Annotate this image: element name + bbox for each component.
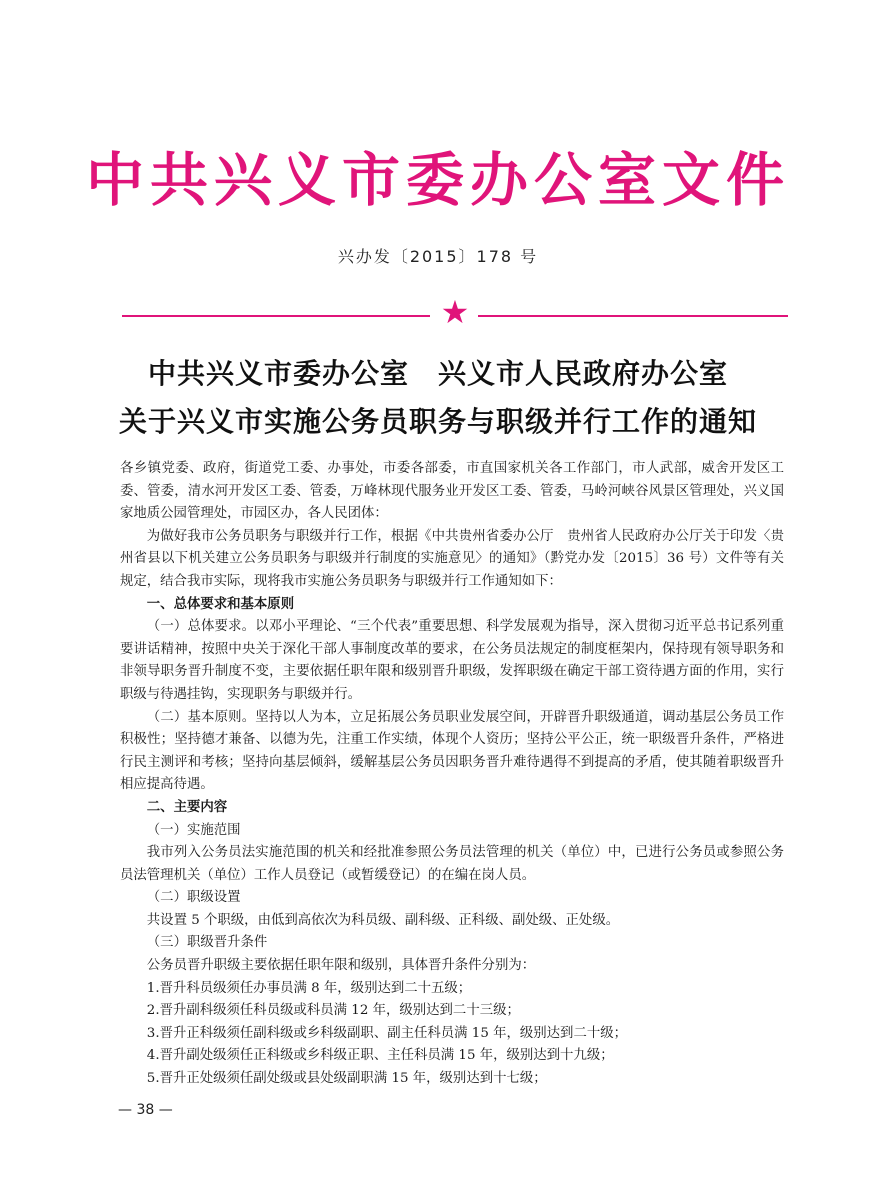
star-icon: ★ [440,293,470,331]
list-item: 3.晋升正科级须任副科级或乡科级副职、副主任科员满 15 年，级别达到二十级； [146,1025,628,1041]
divider-line-right [478,315,788,317]
document-header-title: 中共兴义市委办公室文件 [85,146,790,214]
notice-title [0,350,876,446]
section-1-heading: 一、总体要求和基本原则 [146,596,295,612]
header-divider [122,293,788,331]
general-requirements-paragraph: （一）总体要求。以邓小平理论、“三个代表”重要思想、科学发展观为指导，深入贯彻习近平总书记系列重要讲话精神，按照中央关于深化干部人事制度改革的要求，在公务员法规定的制度框架内，保持现有领导职务和非领导职务晋升制度不变，主要依据任职年限和级别晋升职级，发挥职级在确定干部工资待遇方面的作用，实行职级与待遇挂钩，实现职务与职级并行。 [120,619,784,702]
notice-title-line-1: 中共兴义市委办公室 兴义市人民政府办公室 [147,357,728,390]
addressees-paragraph: 各乡镇党委、政府，街道党工委、办事处，市委各部委，市直国家机关各工作部门，市人武部，威舍开发区工委、管委，清水河开发区工委、管委，万峰林现代服务业开发区工委、管委，马岭河峡谷风景区管理处，兴义国家地质公园管理处，市园区办，各人民团体： [120,461,784,522]
promotion-conditions-paragraph: 公务员晋升职级主要依据任职年限和级别，具体晋升条件分别为： [146,958,536,974]
scope-paragraph: 我市列入公务员法实施范围的机关和经批准参照公务员法管理的机关（单位）中，已进行公务员或参照公务员法管理机关（单位）工作人员登记（或暂缓登记）的在编在岗人员。 [120,845,784,883]
intro-paragraph: 为做好我市公务员职务与职级并行工作，根据《中共贵州省委办公厅 贵州省人民政府办公厅关于印发〈贵州省县以下机关建立公务员职务与职级并行制度的实施意见〉的通知》（黔党办发〔2015〕36 号）文件等有关规定，结合我市实际，现将我市实施公务员职务与职级并行工作通知如下： [120,528,784,589]
document-number: 兴办发〔2015〕178 号 [337,247,539,266]
list-item: 2.晋升副科级须任科员级或科员满 12 年，级别达到二十三级； [146,1003,520,1019]
divider-line-left [122,315,430,317]
rank-setting-subheading: （二）职级设置 [146,890,241,906]
list-item: 5.晋升正处级须任副处级或县处级副职满 15 年，级别达到十七级； [146,1071,547,1087]
promotion-conditions-subheading: （三）职级晋升条件 [146,935,268,951]
list-item: 4.晋升副处级须任正科级或乡科级正职、主任科员满 15 年，级别达到十九级； [146,1048,614,1064]
list-item: 1.晋升科员级须任办事员满 8 年，级别达到二十五级； [146,980,472,996]
page-number: — 38 — [118,1102,173,1118]
rank-setting-paragraph: 共设置 5 个职级，由低到高依次为科员级、副科级、正科级、副处级、正处级。 [146,912,620,928]
notice-title-line-2: 关于兴义市实施公务员职务与职级并行工作的通知 [118,405,757,438]
section-2-heading: 二、主要内容 [146,799,228,815]
basic-principles-paragraph: （二）基本原则。坚持以人为本，立足拓展公务员职业发展空间，开辟晋升职级通道，调动基层公务员工作积极性；坚持德才兼备、以德为先，注重工作实绩，体现个人资历；坚持公平公正，统一职级晋升条件，严格进行民主测评和考核；坚持向基层倾斜，缓解基层公务员因职务晋升难待遇得不到提高的矛盾，使其随着职级晋升相应提高待遇。 [120,709,784,793]
document-body [120,458,784,1091]
scope-subheading: （一）实施范围 [146,822,241,838]
